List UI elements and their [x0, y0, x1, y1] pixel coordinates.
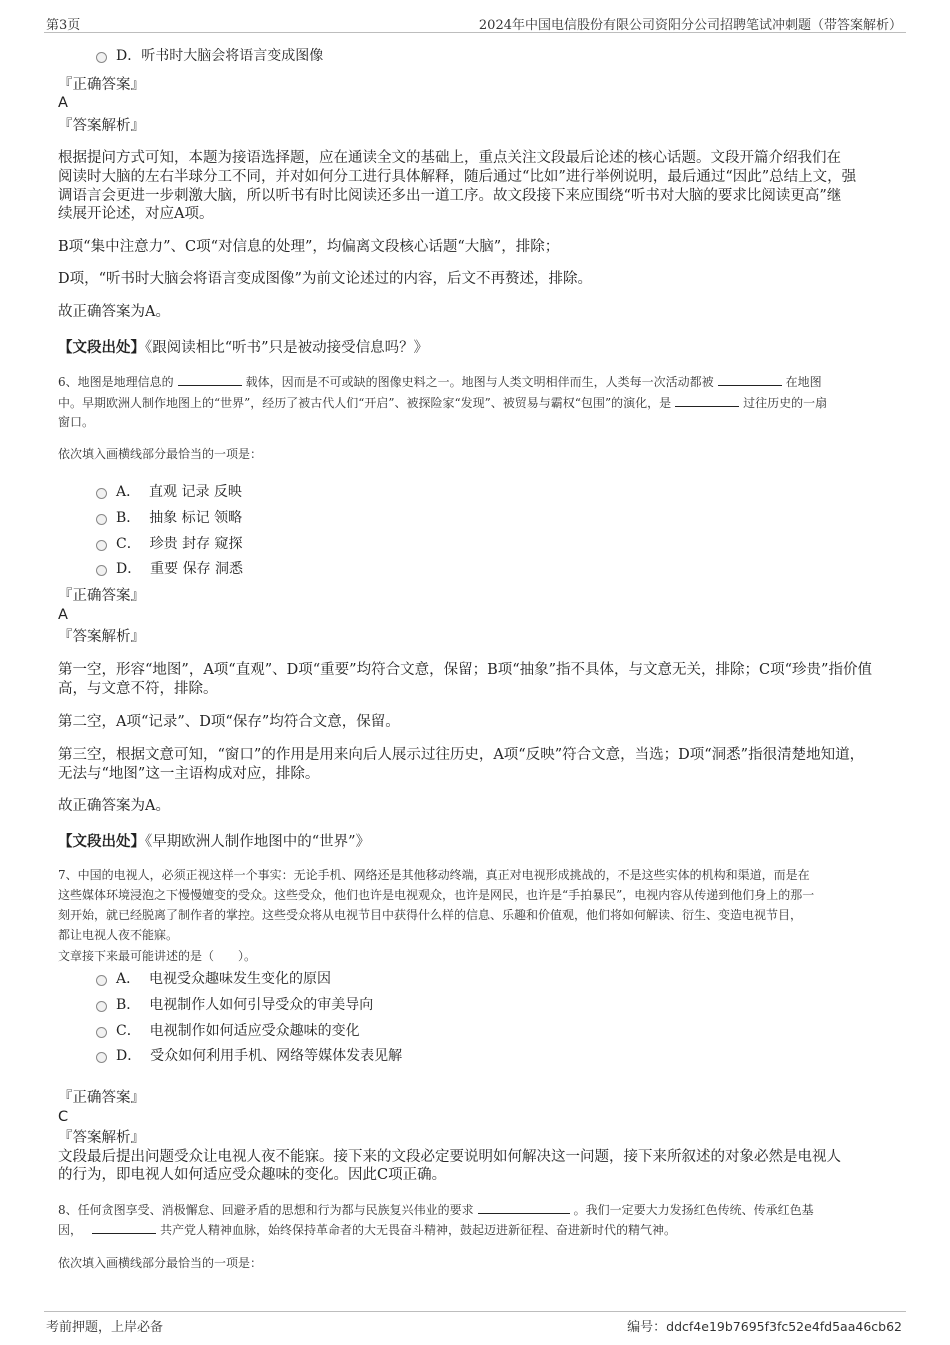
- q5-source: [58, 338, 428, 358]
- q5-analysis-line: 根据提问方式可知，本题为接语选择题，应在通读全文的基础上，重点关注文段最后论述的核心话题。文段开篇介绍我们在: [58, 150, 841, 166]
- q5-answer: A: [58, 95, 68, 111]
- source-title: 《早期欧洲人制作地图中的“世界”》: [145, 834, 371, 850]
- q8-instruction: 依次填入画横线部分最恰当的一项是：: [58, 1256, 263, 1270]
- source-label: 【文段出处】: [58, 833, 145, 850]
- source-title: 《跟阅读相比“听书”只是被动接受信息吗？》: [145, 340, 429, 356]
- q5-analysis-line: 阅读时大脑的左右半球分工不同，并对如何分工进行具体解释，随后通过“比如”进行举例说明，最后通过“因此”总结上文，强: [58, 169, 857, 185]
- q6-analysis-line: 第三空，根据文意可知，“窗口”的作用是用来向后人展示过往历史，A项“反映”符合文意，当选；D项“洞悉”指很清楚地知道，: [58, 747, 865, 763]
- q6-analysis-paragraph: 第二空，A项“记录”、D项“保存”均符合文意，保留。: [58, 714, 400, 730]
- q6-answer-label: 『正确答案』: [58, 588, 145, 604]
- q6-analysis-line: 第一空，形容“地图”，A项“直观”、D项“重要”均符合文意，保留；B项“抽象”指不具体，与文意无关，排除；C项“珍贵”指价值: [58, 662, 872, 678]
- q6-answer: A: [58, 607, 68, 623]
- q8-stem-line: 8、任何贪图享受、消极懈怠、回避矛盾的思想和行为都与民族复兴伟业的要求 。我们一定要大力发扬红色传统、传承红色基: [58, 1203, 814, 1217]
- q7-stem-line: 刻开始，就已经脱离了制作者的掌控。这些受众将从电视节目中获得什么样的信息、乐趣和价值观，他们将如何解读、衍生、变造电视节目，: [58, 908, 803, 922]
- fill-blank: [675, 394, 739, 407]
- q7-option-a[interactable]: A． 电视受众趣味发生变化的原因: [96, 969, 331, 989]
- page-number: 第3页: [46, 18, 81, 33]
- q6-stem-line: 中。早期欧洲人制作地图上的“世界”，经历了被古代人们“开启”、被探险家“发现”、被贸易与霸权“包围”的演化，是 过往历史的一扇: [58, 396, 828, 410]
- radio-icon[interactable]: [96, 1052, 107, 1063]
- radio-icon[interactable]: [96, 975, 107, 986]
- q5-conclusion: 故正确答案为A。: [58, 304, 170, 320]
- q7-option-d[interactable]: D． 受众如何利用手机、网络等媒体发表见解: [96, 1046, 402, 1066]
- q5-analysis-line: 调语言会更进一步刺激大脑，所以听书有时比阅读还多出一道工序。故文段接下来应围绕“听书对大脑的要求比阅读更高”继: [58, 188, 842, 204]
- q7-analysis-label: 『答案解析』: [58, 1130, 145, 1146]
- document-code: 编号：ddcf4e19b7695f3fc52e4fd5aa46cb62: [627, 1319, 902, 1335]
- q5-analysis-paragraph: B项“集中注意力”、C项“对信息的处理”，均偏离文段核心话题“大脑”，排除；: [58, 239, 560, 255]
- q6-stem-line: 6、地图是地理信息的 载体，因而是不可或缺的图像史料之一。地图与人类文明相伴而生，人类每一次活动都被 在地图: [58, 375, 822, 389]
- fill-blank: [178, 373, 242, 386]
- q7-analysis-line: 的行为，即电视人如何适应受众趣味的变化。因此C项正确。: [58, 1167, 447, 1183]
- q6-analysis-line: 无法与“地图”这一主语构成对应，排除。: [58, 766, 320, 782]
- q5-option-d[interactable]: D．听书时大脑会将语言变成图像: [96, 46, 323, 66]
- q7-answer: C: [58, 1109, 69, 1125]
- q6-option-a[interactable]: A． 直观 记录 反映: [96, 482, 242, 502]
- q7-stem-line: 这些媒体环境浸泡之下慢慢嬗变的受众。这些受众，他们也许是电视观众，也许是网民，也许是“手拍暴民”，电视内容从传递到他们身上的那一: [58, 888, 815, 902]
- radio-icon[interactable]: [96, 1001, 107, 1012]
- q6-option-b[interactable]: B． 抽象 标记 领略: [96, 508, 242, 528]
- q5-analysis-line: 续展开论述，对应A项。: [58, 206, 214, 222]
- radio-icon[interactable]: [96, 565, 107, 576]
- q6-instruction: 依次填入画横线部分最恰当的一项是：: [58, 447, 263, 461]
- q6-option-c[interactable]: C． 珍贵 封存 窥探: [96, 534, 243, 554]
- q5-analysis-label: 『答案解析』: [58, 118, 145, 134]
- fill-blank: [92, 1221, 156, 1234]
- q6-stem-line: 窗口。: [58, 415, 95, 429]
- radio-icon[interactable]: [96, 52, 107, 63]
- q7-answer-label: 『正确答案』: [58, 1090, 145, 1106]
- page-footer: [44, 1311, 906, 1334]
- q7-instruction: 文章接下来最可能讲述的是（ ）。: [58, 949, 257, 963]
- q6-source: [58, 832, 370, 852]
- q5-analysis-paragraph: D项，“听书时大脑会将语言变成图像”为前文论述过的内容，后文不再赘述，排除。: [58, 271, 592, 287]
- radio-icon[interactable]: [96, 1027, 107, 1038]
- q7-analysis-line: 文段最后提出问题受众让电视人夜不能寐。接下来的文段必定要说明如何解决这一问题，接下来所叙述的对象必然是电视人: [58, 1149, 841, 1165]
- radio-icon[interactable]: [96, 488, 107, 499]
- source-label: 【文段出处】: [58, 339, 145, 356]
- page-header: [44, 12, 906, 33]
- fill-blank: [718, 373, 782, 386]
- q8-stem-line: 因， 共产党人精神血脉，始终保持革命者的大无畏奋斗精神，鼓起迈进新征程、奋进新时代的精气神。: [58, 1223, 677, 1237]
- q5-answer-label: 『正确答案』: [58, 77, 145, 93]
- fill-blank: [478, 1201, 570, 1214]
- footer-slogan: 考前押题，上岸必备: [46, 1320, 164, 1335]
- q7-stem-line: 7、中国的电视人，必须正视这样一个事实：无论手机、网络还是其他移动终端，真正对电视形成挑战的，不是这些实体的机构和渠道，而是在: [58, 868, 810, 882]
- radio-icon[interactable]: [96, 514, 107, 525]
- radio-icon[interactable]: [96, 540, 107, 551]
- q6-conclusion: 故正确答案为A。: [58, 798, 170, 814]
- q6-option-d[interactable]: D． 重要 保存 洞悉: [96, 559, 243, 579]
- q6-analysis-label: 『答案解析』: [58, 629, 145, 645]
- q7-option-c[interactable]: C． 电视制作如何适应受众趣味的变化: [96, 1021, 360, 1041]
- q6-analysis-line: 高，与文意不符，排除。: [58, 681, 218, 697]
- q7-stem-line: 都让电视人夜不能寐。: [58, 928, 179, 942]
- q7-option-b[interactable]: B． 电视制作人如何引导受众的审美导向: [96, 995, 373, 1015]
- document-title: 2024年中国电信股份有限公司资阳分公司招聘笔试冲刺题（带答案解析）: [478, 18, 902, 33]
